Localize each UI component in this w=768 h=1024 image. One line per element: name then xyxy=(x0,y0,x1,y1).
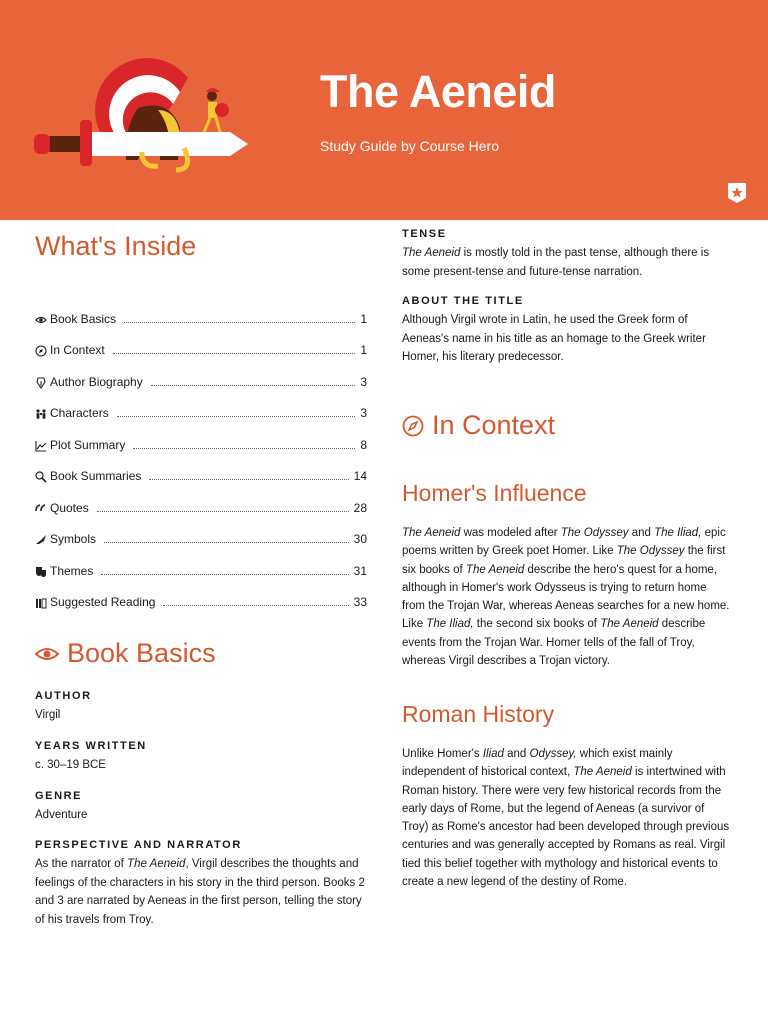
toc-page: 33 xyxy=(353,595,367,609)
genre-label: GENRE xyxy=(35,790,83,802)
table-of-contents xyxy=(35,294,367,609)
roman-history-paragraph: Unlike Homer's Iliad and Odyssey, which exist mainly independent of historical context, The Aeneid is intertwined with Roman history. There were very few historical records from the early days of Rome, but the legend of Aeneas (a survivor of Troy) as Rome's ancestor had been developed through previous centuries and was generally accepted by Romans as real. Virgil tied this belief together with mythology and historical events to create a new legend of the destiny of Rome. xyxy=(402,748,730,889)
toc-page: 8 xyxy=(360,437,367,452)
toc-item-plot-summary[interactable] xyxy=(35,420,367,452)
years-field xyxy=(35,740,367,775)
chart-icon xyxy=(35,440,47,452)
toc-leader xyxy=(117,416,356,417)
toc-leader xyxy=(104,542,349,543)
homers-influence-paragraph: The Aeneid was modeled after The Odyssey and The Iliad, epic poems written by Greek poet Homer. Like The Odyssey the first six books of The Aeneid describe the hero's quest for a home, although in Homer's work Odysseus is trying to return home from the Trojan War, whereas Aeneas searches for a new home. Like The Iliad, the second six books of The Aeneid describe events from the Trojan War. Homer tells of the fall of Troy, whereas Virgil describes a Trojan victory. xyxy=(402,527,730,668)
whats-inside-heading: What's Inside xyxy=(35,231,197,261)
toc-label: Symbols xyxy=(50,532,97,546)
document-subtitle: Study Guide by Course Hero xyxy=(320,138,499,154)
toc-leader xyxy=(133,448,355,449)
toc-item-themes[interactable] xyxy=(35,546,367,578)
toc-item-characters[interactable] xyxy=(35,389,367,421)
header-banner xyxy=(0,0,768,220)
compass-icon xyxy=(402,415,424,437)
about-title-value: Although Virgil wrote in Latin, he used the Greek form of Aeneas's name in his title as an homage to the Greek writer Homer, his literary predecessor. xyxy=(402,314,706,363)
toc-item-book-summaries[interactable] xyxy=(35,452,367,484)
genre-field xyxy=(35,790,367,825)
author-value: Virgil xyxy=(35,709,61,721)
compass-icon xyxy=(35,345,47,357)
roman-history-heading: Roman History xyxy=(402,701,555,727)
book-basics-heading xyxy=(35,638,216,669)
years-value: c. 30–19 BCE xyxy=(35,759,106,771)
toc-label: Book Summaries xyxy=(50,469,142,483)
about-title-label: ABOUT THE TITLE xyxy=(402,295,524,307)
tense-value: The Aeneid is mostly told in the past tense, although there is some present-tense and future-tense narration. xyxy=(402,247,710,278)
toc-item-quotes[interactable] xyxy=(35,483,367,515)
quote-icon xyxy=(35,503,47,515)
toc-label: In Context xyxy=(50,343,105,357)
toc-label: Suggested Reading xyxy=(50,595,156,609)
toc-item-book-basics[interactable] xyxy=(35,294,367,326)
toc-page: 1 xyxy=(360,343,367,357)
toc-leader xyxy=(149,479,348,480)
perspective-value: As the narrator of The Aeneid, Virgil describes the thoughts and feelings of the characters in his story in the third person. Books 2 and 3 are narrated by Aeneas in the first person, telling the story of his travels from Troy. xyxy=(35,858,365,926)
bird-icon xyxy=(35,534,47,546)
toc-page: 1 xyxy=(360,311,367,326)
author-label: AUTHOR xyxy=(35,690,92,702)
toc-leader xyxy=(151,385,356,386)
toc-item-symbols[interactable] xyxy=(35,515,367,547)
toc-leader xyxy=(124,322,355,323)
pen-nib-icon xyxy=(35,377,47,389)
toc-page: 31 xyxy=(353,563,367,578)
people-icon xyxy=(35,408,47,420)
toc-label: Author Biography xyxy=(50,374,143,389)
eye-icon xyxy=(35,646,59,662)
toc-page: 30 xyxy=(353,532,367,546)
tense-label: TENSE xyxy=(402,228,447,240)
toc-item-author-biography[interactable] xyxy=(35,357,367,389)
toc-leader xyxy=(113,353,356,354)
toc-label: Book Basics xyxy=(50,311,117,326)
masks-icon xyxy=(35,566,47,578)
toc-label: Themes xyxy=(50,563,94,578)
about-title-field xyxy=(402,295,732,367)
genre-value: Adventure xyxy=(35,809,88,821)
in-context-heading-text: In Context xyxy=(432,410,556,440)
toc-label: Characters xyxy=(50,406,109,420)
toc-page: 3 xyxy=(360,374,367,389)
toc-item-suggested-reading[interactable] xyxy=(35,578,367,610)
perspective-field xyxy=(35,839,367,929)
course-hero-star-badge-icon[interactable] xyxy=(728,183,746,203)
tense-field xyxy=(402,228,732,281)
toc-leader xyxy=(163,605,348,606)
toc-page: 3 xyxy=(360,406,367,420)
toc-leader xyxy=(101,574,348,575)
roman-helmet-sword-illustration xyxy=(30,48,250,178)
toc-label: Plot Summary xyxy=(50,437,126,452)
eye-icon xyxy=(35,314,47,326)
toc-label: Quotes xyxy=(50,500,89,515)
toc-leader xyxy=(97,511,349,512)
document-title: The Aeneid xyxy=(320,66,556,117)
years-label: YEARS WRITTEN xyxy=(35,740,147,752)
perspective-label: PERSPECTIVE AND NARRATOR xyxy=(35,839,242,851)
toc-page: 28 xyxy=(353,500,367,515)
books-icon xyxy=(35,597,47,609)
magnifier-icon xyxy=(35,471,47,483)
toc-page: 14 xyxy=(353,469,367,483)
in-context-heading xyxy=(402,410,555,441)
homers-influence-heading: Homer's Influence xyxy=(402,480,587,506)
toc-item-in-context[interactable] xyxy=(35,326,367,358)
author-field xyxy=(35,690,367,725)
book-basics-heading-text: Book Basics xyxy=(67,638,216,668)
